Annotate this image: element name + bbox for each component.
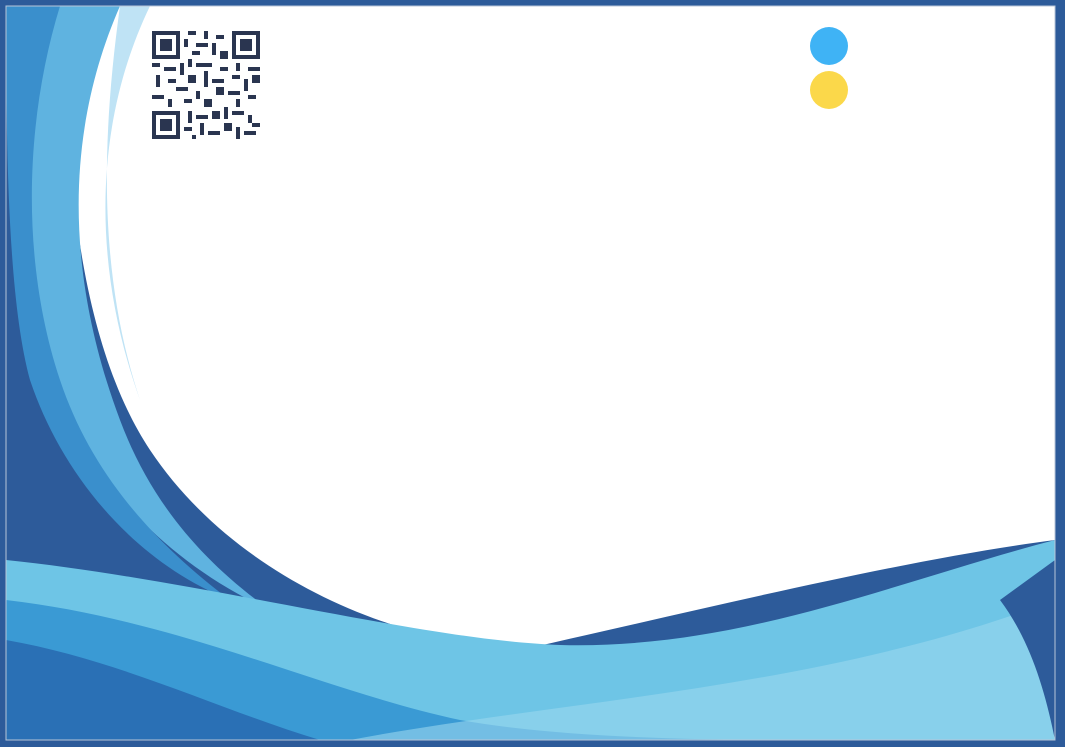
logo-yellow-dot-icon: [810, 71, 848, 109]
logo-blue-dot-icon: [810, 27, 848, 65]
qr-code[interactable]: [152, 31, 260, 139]
